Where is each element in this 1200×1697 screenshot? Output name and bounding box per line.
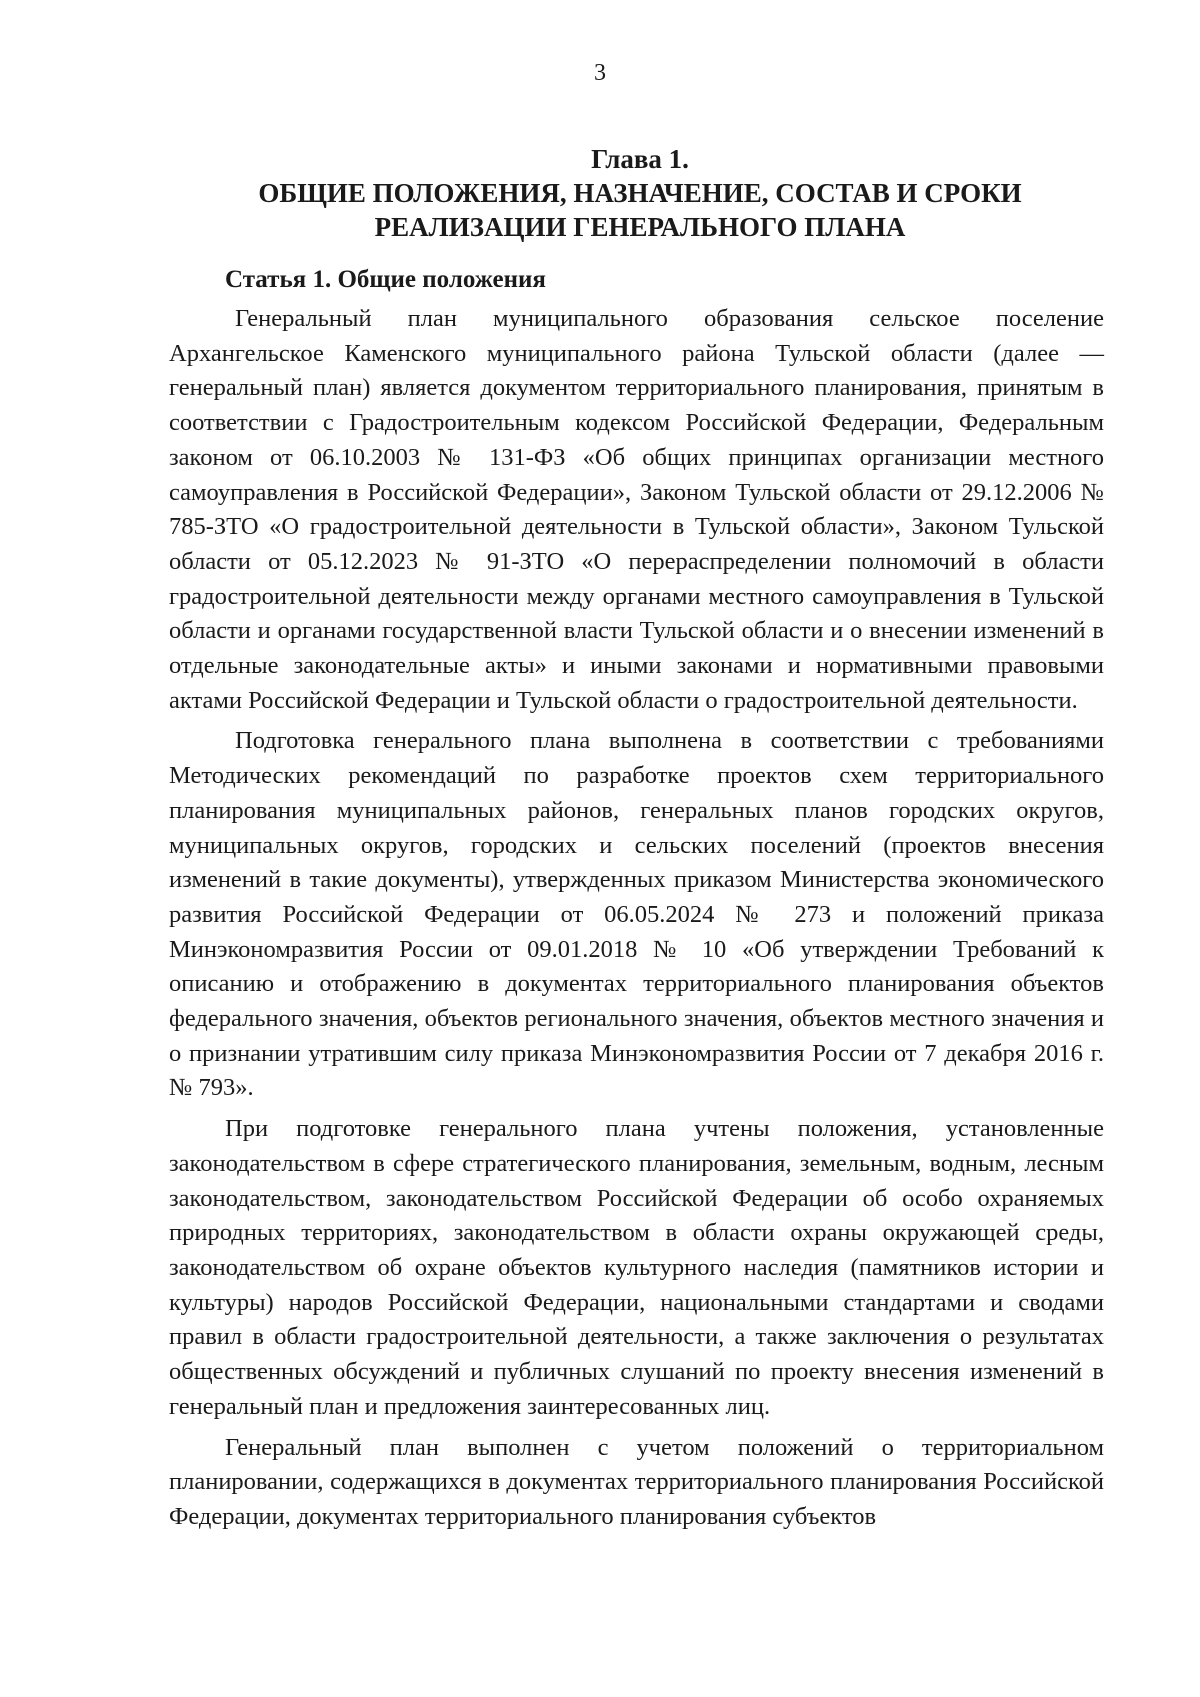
paragraph: Подготовка генерального плана выполнена в соответствии с требованиями Методических рекомендаций по разработке проектов схем территориального планирования муниципальных районов, генеральных планов городских округов, муниципальных округов, городских и сельских поселений (проектов внесения изменений в такие документы), утвержденных приказом Министерства экономического развития Российской Федерации от 06.05.2024 № 273 и положений приказа Минэкономразвития России от 09.01.2018 № 10 «Об утверждении Требований к описанию и отображению в документах территориального планирования объектов федерального значения, объектов регионального значения, объектов местного значения и о признании утратившим силу приказа Минэкономразвития России от 7 декабря 2016 г. № 793». — [169, 727, 1104, 1102]
page-number: 3 — [594, 60, 606, 86]
paragraph: Генеральный план муниципального образования сельское поселение Архангельское Каменского муниципального района Тульской области (далее — генеральный план) является документом территориального планирования, принятым в соответствии с Градостроительным кодексом Российской Федерации, Федеральным законом от 06.10.2003 № 131-ФЗ «Об общих принципах организации местного самоуправления в Российской Федерации», Законом Тульской области от 29.12.2006 № 785-ЗТО «О градостроительной деятельности в Тульской области», Законом Тульской области от 05.12.2023 № 91-ЗТО «О перераспределении полномочий в области градостроительной деятельности между органами местного самоуправления в Тульской области и органами государственной власти Тульской области и о внесении изменений в отдельные законодательные акты» и иными законами и нормативными правовыми актами Российской Федерации и Тульской области о градостроительной деятельности. — [169, 305, 1104, 714]
document-body — [169, 302, 1104, 1541]
chapter-label: Глава 1. — [591, 144, 689, 174]
paragraph: При подготовке генерального плана учтены положения, установленные законодательством в сфере стратегического планирования, земельным, водным, лесным законодательством, законодательством Российской Федерации об особо охраняемых природных территориях, законодательством в области охраны окружающей среды, законодательством об охране объектов культурного наследия (памятников истории и культуры) народов Российской Федерации, национальными стандартами и сводами правил в области градостроительной деятельности, а также заключения о результатах общественных обсуждений и публичных слушаний по проекту внесения изменений в генеральный план и предложения заинтересованных лиц. — [169, 1115, 1104, 1420]
chapter-title-line-2: РЕАЛИЗАЦИИ ГЕНЕРАЛЬНОГО ПЛАНА — [374, 212, 906, 242]
chapter-title-line-1: ОБЩИЕ ПОЛОЖЕНИЯ, НАЗНАЧЕНИЕ, СОСТАВ И СРОКИ — [258, 178, 1022, 208]
article-heading: Статья 1. Общие положения — [225, 266, 546, 293]
paragraph: Генеральный план выполнен с учетом положений о территориальном планировании, содержащихся в документах территориального планирования Российской Федерации, документах территориального планирования субъектов — [169, 1433, 1104, 1530]
chapter-heading — [150, 142, 1130, 244]
